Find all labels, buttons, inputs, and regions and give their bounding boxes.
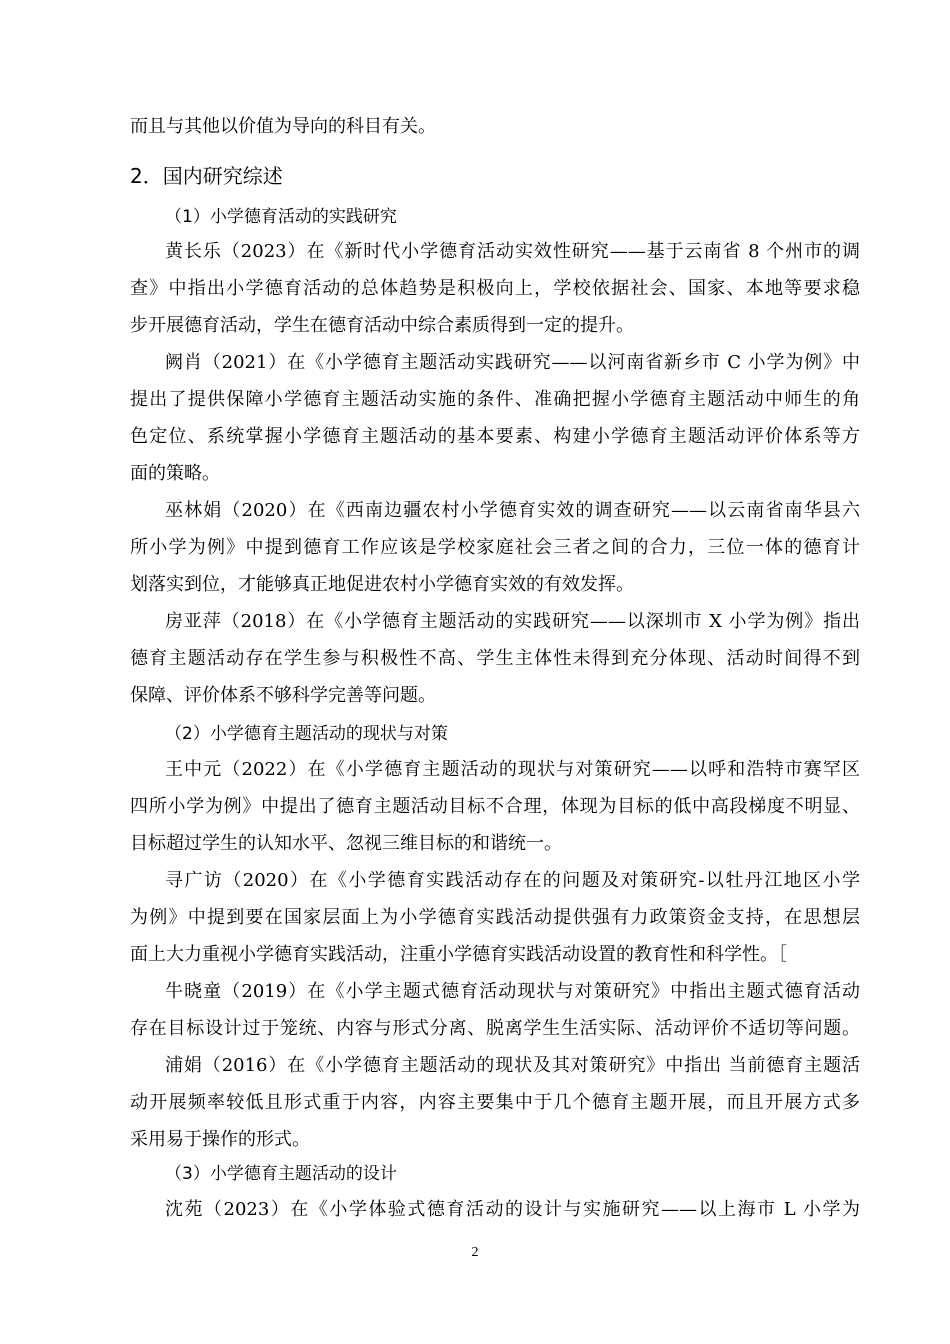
- paragraph-line: 王中元（2022）在《小学德育主题活动的现状与对策研究——以呼和浩特市赛罕区: [165, 759, 860, 780]
- paragraph-line: 面的策略。: [130, 463, 220, 484]
- paragraph-line: 牛晓童（2019）在《小学主题式德育活动现状与对策研究》中指出主题式德育活动: [165, 981, 860, 1002]
- page-number: 2: [471, 1245, 479, 1260]
- paragraph-line: 查》中指出小学德育活动的总体趋势是积极向上，学校依据社会、国家、本地等要求稳: [130, 278, 860, 299]
- paragraph-line: 四所小学为例》中提出了德育主题活动目标不合理，体现为目标的低中高段梯度不明显、: [130, 796, 860, 817]
- paragraph-line: 划落实到位，才能够真正地促进农村小学德育实效的有效发挥。: [130, 574, 634, 595]
- paragraph-line: 色定位、系统掌握小学德育主题活动的基本要素、构建小学德育主题活动评价体系等方: [130, 426, 860, 447]
- paragraph-line: 目标超过学生的认知水平、忽视三维目标的和谐统一。: [130, 833, 562, 854]
- paragraph-line: 所小学为例》中提到德育工作应该是学校家庭社会三者之间的合力，三位一体的德育计: [130, 537, 860, 558]
- paragraph-line: 动开展频率较低且形式重于内容，内容主要集中于几个德育主题开展，而且开展方式多: [130, 1092, 860, 1113]
- subsection-heading: （3）小学德育主题活动的设计: [165, 1164, 397, 1184]
- section-heading: 2．国内研究综述: [130, 164, 283, 188]
- paragraph-line: 阙肖（2021）在《小学德育主题活动实践研究——以河南省新乡市 C 小学为例》中: [165, 352, 860, 373]
- paragraph-line: 保障、评价体系不够科学完善等问题。: [130, 685, 436, 706]
- paragraph-line: 巫林娟（2020）在《西南边疆农村小学德育实效的调查研究——以云南省南华县六: [165, 500, 860, 521]
- paragraph-line: 浦娟（2016）在《小学德育主题活动的现状及其对策研究》中指出 当前德育主题活: [165, 1055, 860, 1076]
- subsection-heading: （2）小学德育主题活动的现状与对策: [165, 724, 448, 744]
- paragraph-line: 寻广访（2020）在《小学德育实践活动存在的问题及对策研究-以牡丹江地区小学: [165, 870, 860, 891]
- paragraph-line: 德育主题活动存在学生参与积极性不高、学生主体性未得到充分体现、活动时间得不到: [130, 648, 860, 669]
- paragraph-line: 面上大力重视小学德育实践活动，注重小学德育实践活动设置的教育性和科学性。［: [130, 944, 787, 965]
- paragraph-line: 而且与其他以价值为导向的科目有关。: [130, 116, 436, 137]
- paragraph-line: 步开展德育活动，学生在德育活动中综合素质得到一定的提升。: [130, 315, 634, 336]
- subsection-heading: （1）小学德育活动的实践研究: [165, 207, 397, 227]
- paragraph-line: 黄长乐（2023）在《新时代小学德育活动实效性研究——基于云南省 8 个州市的调: [165, 241, 860, 262]
- paragraph-line: 存在目标设计过于笼统、内容与形式分离、脱离学生生活实际、活动评价不适切等问题。: [130, 1018, 860, 1039]
- paragraph-line: 采用易于操作的形式。: [130, 1129, 310, 1150]
- paragraph-line: 提出了提供保障小学德育主题活动实施的条件、准确把握小学德育主题活动中师生的角: [130, 389, 860, 410]
- paragraph-line: 房亚萍（2018）在《小学德育主题活动的实践研究——以深圳市 X 小学为例》指出: [165, 611, 860, 632]
- paragraph-line: 为例》中提到要在国家层面上为小学德育实践活动提供强有力政策资金支持，在思想层: [130, 907, 860, 928]
- paragraph-line: 沈苑（2023）在《小学体验式德育活动的设计与实施研究——以上海市 L 小学为: [165, 1199, 860, 1220]
